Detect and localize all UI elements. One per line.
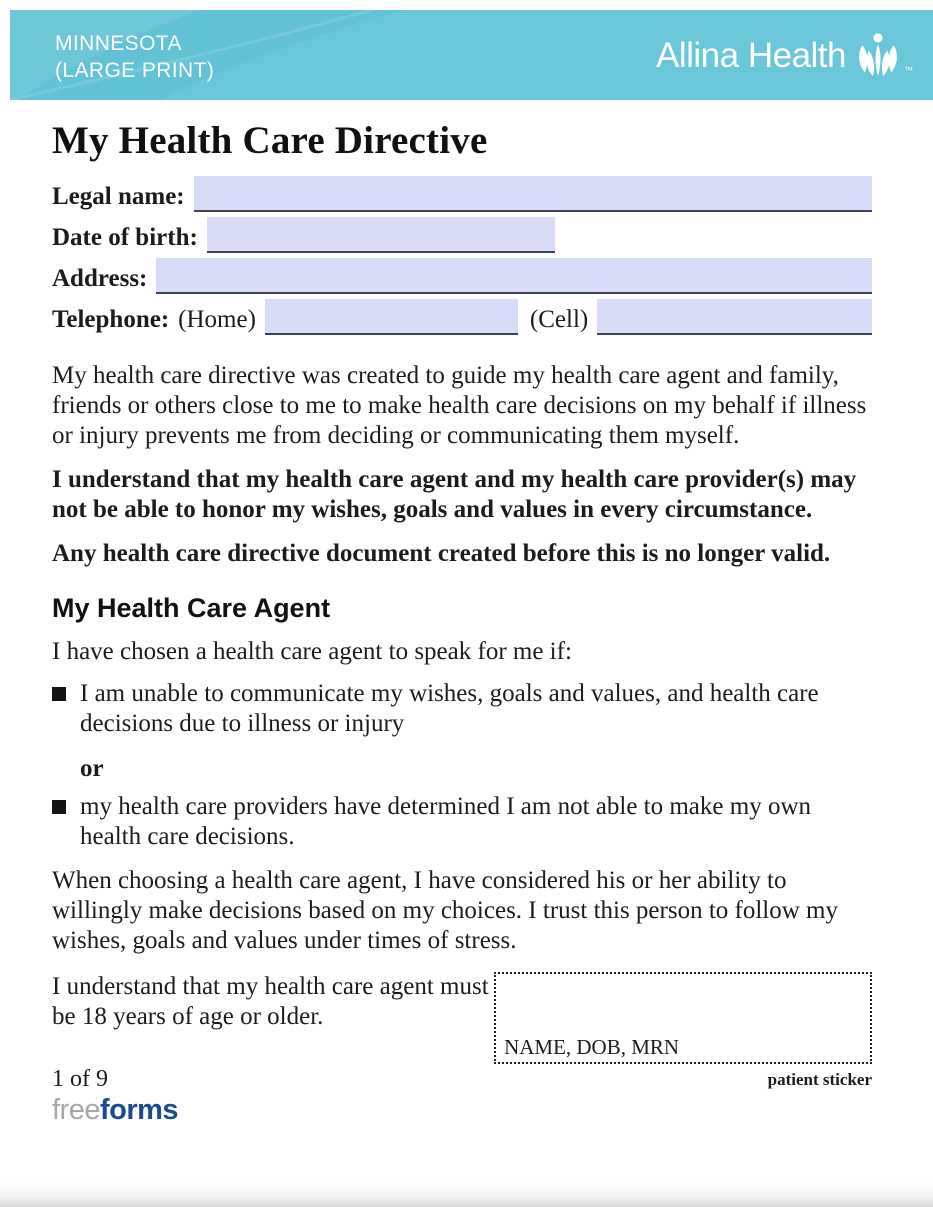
prior-invalid-paragraph: Any health care directive document created before this is no longer valid. [52,540,831,567]
address-label: Address: [52,265,148,292]
square-bullet-icon [52,687,66,701]
date-of-birth-label: Date of birth: [52,224,198,251]
page-title: My Health Care Directive [52,119,488,162]
brand-logo [656,32,913,79]
telephone-row [52,299,872,335]
telephone-cell-field[interactable] [597,299,872,335]
region-line1: MINNESOTA [55,32,182,55]
freeforms-logo [52,1094,494,1127]
patient-sticker-area [494,972,872,1127]
telephone-home-label: (Home) [178,306,256,333]
region-line2: (LARGE PRINT) [55,59,215,82]
address-field[interactable] [156,258,872,294]
patient-sticker-caption: patient sticker [767,1070,872,1089]
header-band [10,10,933,100]
agent-section-heading: My Health Care Agent [52,593,331,623]
brand-wordmark: Allina Health [656,35,846,75]
agent-bullet-1 [52,679,872,739]
or-connector: or [80,755,104,782]
bottom-left-column [52,972,494,1127]
legal-name-label: Legal name: [52,183,185,210]
allina-health-tree-icon [853,32,903,79]
telephone-cell-label: (Cell) [529,306,589,333]
date-of-birth-row [52,217,872,253]
telephone-home-field[interactable] [265,299,518,335]
legal-name-field[interactable] [194,176,872,212]
age-requirement-text: I understand that my health care agent must be 18 years of age or older. [52,973,489,1030]
form-content [52,118,872,1127]
understand-paragraph: I understand that my health care agent and my health care provider(s) may not be able to honor my wishes, goals and values in every circumstance. [52,466,857,523]
square-bullet-icon [52,800,66,814]
sticker-contents-label: NAME, DOB, MRN [504,1035,680,1059]
telephone-label: Telephone: [52,306,170,333]
agent-bullet-2-text: my health care providers have determined I am not able to make my own health care decisions. [80,793,811,850]
agent-bullet-2 [52,792,872,852]
legal-name-row [52,176,872,212]
date-of-birth-field[interactable] [207,217,555,253]
freeforms-logo-free: free [52,1094,100,1126]
trademark-symbol: ™ [904,65,913,75]
region-label [55,30,214,84]
freeforms-logo-forms: forms [99,1094,179,1126]
page-indicator: 1 of 9 [52,1066,108,1092]
agent-lead: I have chosen a health care agent to speak for me if: [52,638,572,665]
page-bottom-edge [0,1183,933,1207]
patient-sticker-box [494,972,872,1064]
address-row [52,258,872,294]
bottom-row [52,972,872,1127]
agent-bullet-1-text: I am unable to communicate my wishes, goals and values, and health care decisions due to illness or injury [80,680,819,737]
choosing-paragraph: When choosing a health care agent, I have considered his or her ability to willingly make decisions based on my choices. I trust this person to follow my wishes, goals and values under times of stress. [52,867,838,954]
intro-paragraph: My health care directive was created to guide my health care agent and family, friends or others close to me to make health care decisions on my behalf if illness or injury prevents me from deciding or communicating them myself. [52,362,867,449]
